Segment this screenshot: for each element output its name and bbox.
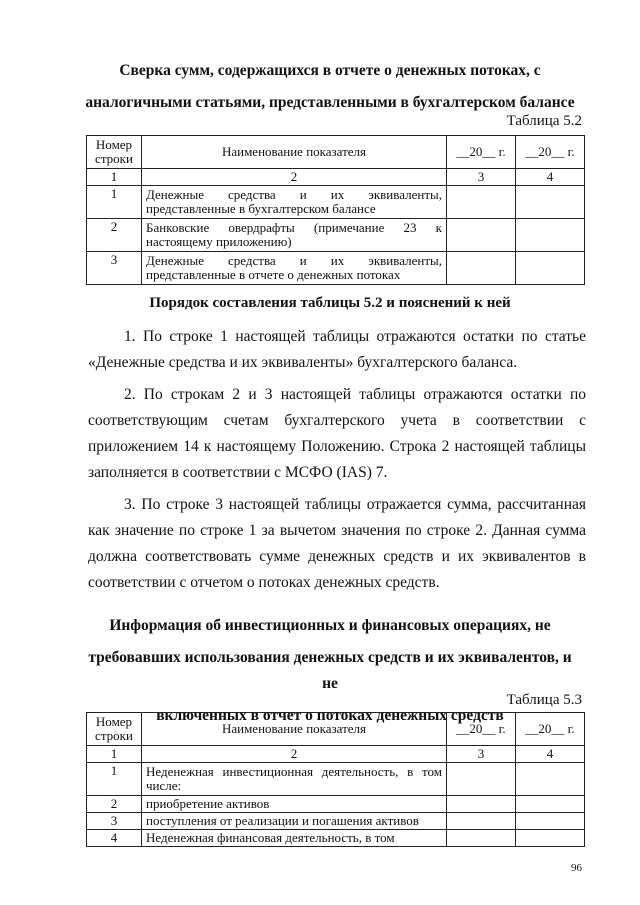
header-row-number: Номер строки — [87, 136, 142, 169]
index-cell: 4 — [516, 746, 585, 763]
procedure-text — [88, 324, 586, 596]
value-cell — [516, 186, 585, 219]
section2-title-line2: требовавших использования денежных средств и их эквивалентов, и не — [88, 649, 572, 692]
procedure-title: Порядок составления таблицы 5.2 и пояснений к ней — [149, 295, 511, 311]
paragraph-1: 1. По строке 1 настоящей таблицы отражаются остатки по статье «Денежные средства и их эквиваленты» бухгалтерского баланса. — [88, 328, 586, 371]
header-year-2: __20__ г. — [516, 713, 585, 746]
row-name: Банковские овердрафты (примечание 23 к настоящему приложению) — [142, 219, 447, 252]
value-cell — [516, 796, 585, 813]
index-cell: 3 — [447, 746, 516, 763]
value-cell — [447, 796, 516, 813]
index-cell: 3 — [447, 169, 516, 186]
value-cell — [447, 763, 516, 796]
header-year-2: __20__ г. — [516, 136, 585, 169]
header-indicator-name: Наименование показателя — [142, 136, 447, 169]
table-header-row — [87, 136, 585, 169]
value-cell — [447, 830, 516, 847]
row-number: 1 — [87, 186, 142, 219]
table-index-row — [87, 746, 585, 763]
index-cell: 1 — [87, 746, 142, 763]
value-cell — [447, 813, 516, 830]
table-row — [87, 763, 585, 796]
index-cell: 4 — [516, 169, 585, 186]
table-row — [87, 813, 585, 830]
row-number: 1 — [87, 763, 142, 796]
value-cell — [516, 830, 585, 847]
row-number: 3 — [87, 252, 142, 285]
value-cell — [447, 252, 516, 285]
table-row — [87, 252, 585, 285]
table-header-row — [87, 713, 585, 746]
table-row — [87, 830, 585, 847]
section1-title-line1: Сверка сумм, содержащихся в отчете о денежных потоках, с — [119, 62, 541, 79]
value-cell — [516, 763, 585, 796]
value-cell — [447, 219, 516, 252]
table-index-row — [87, 169, 585, 186]
row-number: 2 — [87, 219, 142, 252]
value-cell — [516, 813, 585, 830]
value-cell — [516, 219, 585, 252]
row-name: Денежные средства и их эквиваленты, представленные в бухгалтерском балансе — [142, 186, 447, 219]
row-name: Денежные средства и их эквиваленты, представленные в отчете о денежных потоках — [142, 252, 447, 285]
section2-title-line1: Информация об инвестиционных и финансовых операциях, не — [109, 617, 551, 634]
table-5-2-caption: Таблица 5.2 — [506, 113, 582, 129]
section1-title-line2: аналогичными статьями, представленными в бухгалтерском балансе — [85, 94, 575, 111]
row-number: 4 — [87, 830, 142, 847]
row-number: 2 — [87, 796, 142, 813]
table-5-2 — [86, 135, 585, 285]
header-year-1: __20__ г. — [447, 713, 516, 746]
paragraph-2: 2. По строкам 2 и 3 настоящей таблицы отражаются остатки по соответствующим счетам бухгалтерского учета в соответствии с приложением 14 к настоящему Положению. Строка 2 настоящей таблицы заполняется в соответствии с МСФО (IAS) 7. — [88, 386, 586, 481]
row-name: поступления от реализации и погашения активов — [142, 813, 447, 830]
row-name: Неденежная финансовая деятельность, в том — [142, 830, 447, 847]
section1-title — [80, 58, 580, 116]
table-row — [87, 219, 585, 252]
index-cell: 2 — [142, 169, 447, 186]
table-row — [87, 186, 585, 219]
table-5-3-caption: Таблица 5.3 — [506, 692, 582, 708]
row-name: приобретение активов — [142, 796, 447, 813]
header-indicator-name: Наименование показателя — [142, 713, 447, 746]
row-number: 3 — [87, 813, 142, 830]
header-year-1: __20__ г. — [447, 136, 516, 169]
table-row — [87, 796, 585, 813]
index-cell: 2 — [142, 746, 447, 763]
page-number: 96 — [571, 862, 582, 874]
index-cell: 1 — [87, 169, 142, 186]
section2-title-line3: включенных в отчет о потоках денежных средств — [156, 707, 504, 724]
header-row-number: Номер строки — [87, 713, 142, 746]
row-name: Неденежная инвестиционная деятельность, в том числе: — [142, 763, 447, 796]
value-cell — [447, 186, 516, 219]
paragraph-3: 3. По строке 3 настоящей таблицы отражается сумма, рассчитанная как значение по строке 1 за вычетом значения по строке 2. Данная сумма должна соответствовать сумме денежных средств и их эквивалентов в соответствии с отчетом о потоках денежных средств. — [88, 496, 586, 591]
table-5-3 — [86, 712, 585, 847]
value-cell — [516, 252, 585, 285]
